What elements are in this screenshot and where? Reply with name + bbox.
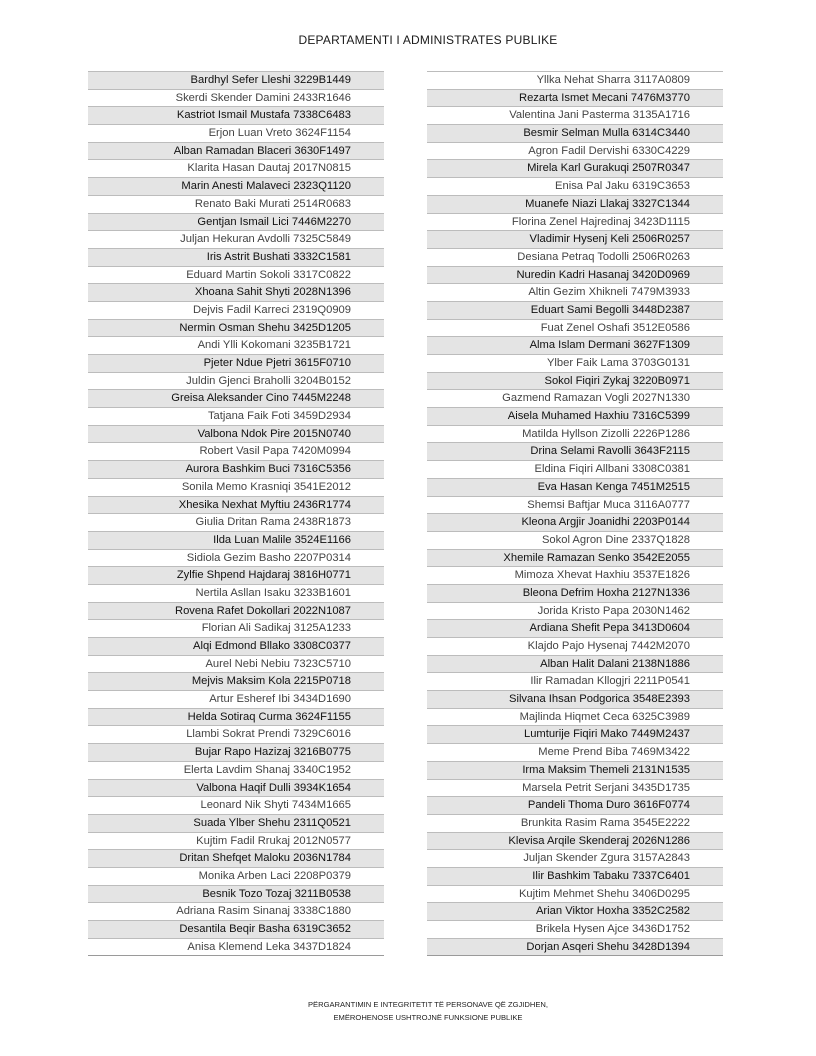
name-row: Agron Fadil Dervishi 6330C4229 [427,142,723,160]
name-row: Arian Viktor Hoxha 3352C2582 [427,902,723,920]
name-row: Eduart Sami Begolli 3448D2387 [427,301,723,319]
name-row: Aisela Muhamed Haxhiu 7316C5399 [427,407,723,425]
name-row: Rovena Rafet Dokollari 2022N1087 [88,602,384,620]
name-row: Helda Sotiraq Curma 3624F1155 [88,708,384,726]
page-footer [0,998,816,1024]
name-row: Juljan Skender Zgura 3157A2843 [427,849,723,867]
name-row: Brikela Hysen Ajce 3436D1752 [427,920,723,938]
name-row: Eva Hasan Kenga 7451M2515 [427,478,723,496]
name-row: Sidiola Gezim Basho 2207P0314 [88,549,384,567]
name-row: Jorida Kristo Papa 2030N1462 [427,602,723,620]
name-row: Alban Halit Dalani 2138N1886 [427,655,723,673]
name-row: Gazmend Ramazan Vogli 2027N1330 [427,389,723,407]
name-row: Aurora Bashkim Buci 7316C5356 [88,460,384,478]
footer-line-1: PËRGARANTIMIN E INTEGRITETIT TË PERSONAVE QË ZGJIDHEN, [307,1000,549,1009]
name-row: Renato Baki Murati 2514R0683 [88,195,384,213]
name-row: Nertila Asllan Isaku 3233B1601 [88,584,384,602]
column-bottom-rule [427,955,723,956]
name-row: Greisa Aleksander Cino 7445M2248 [88,389,384,407]
name-row: Dejvis Fadil Karreci 2319Q0909 [88,301,384,319]
name-row: Vladimir Hysenj Keli 2506R0257 [427,230,723,248]
name-row: Pandeli Thoma Duro 3616F0774 [427,796,723,814]
name-row: Kleona Argjir Joanidhi 2203P0144 [427,513,723,531]
right-name-column [427,71,723,956]
name-row: Aurel Nebi Nebiu 7323C5710 [88,655,384,673]
name-row: Juljan Hekuran Avdolli 7325C5849 [88,230,384,248]
name-row: Alban Ramadan Blaceri 3630F1497 [88,142,384,160]
name-row: Suada Ylber Shehu 2311Q0521 [88,814,384,832]
name-row: Skerdi Skender Damini 2433R1646 [88,89,384,107]
name-row: Xhoana Sahit Shyti 2028N1396 [88,283,384,301]
name-row: Florina Zenel Hajredinaj 3423D1115 [427,213,723,231]
name-row: Mimoza Xhevat Haxhiu 3537E1826 [427,566,723,584]
name-row: Eduard Martin Sokoli 3317C0822 [88,266,384,284]
name-row: Irma Maksim Themeli 2131N1535 [427,761,723,779]
name-row: Valbona Haqif Dulli 3934K1654 [88,779,384,797]
name-row: Bardhyl Sefer Lleshi 3229B1449 [88,71,384,89]
name-row: Gentjan Ismail Lici 7446M2270 [88,213,384,231]
name-row: Zylfie Shpend Hajdaraj 3816H0771 [88,566,384,584]
name-row: Marin Anesti Malaveci 2323Q1120 [88,177,384,195]
name-row: Matilda Hyllson Zizolli 2226P1286 [427,425,723,443]
name-row: Giulia Dritan Rama 2438R1873 [88,513,384,531]
name-row: Majlinda Hiqmet Ceca 6325C3989 [427,708,723,726]
name-row: Iris Astrit Bushati 3332C1581 [88,248,384,266]
name-row: Xhesika Nexhat Myftiu 2436R1774 [88,496,384,514]
name-row: Juldin Gjenci Braholli 3204B0152 [88,372,384,390]
name-row: Mejvis Maksim Kola 2215P0718 [88,672,384,690]
name-row: Sonila Memo Krasniqi 3541E2012 [88,478,384,496]
name-row: Alma Islam Dermani 3627F1309 [427,336,723,354]
name-row: Ilir Ramadan Kllogjri 2211P0541 [427,672,723,690]
name-row: Desiana Petraq Todolli 2506R0263 [427,248,723,266]
name-row: Nermin Osman Shehu 3425D1205 [88,319,384,337]
name-row: Robert Vasil Papa 7420M0994 [88,442,384,460]
name-row: Fuat Zenel Oshafi 3512E0586 [427,319,723,337]
name-row: Kujtim Mehmet Shehu 3406D0295 [427,885,723,903]
name-row: Meme Prend Biba 7469M3422 [427,743,723,761]
name-row: Klevisa Arqile Skenderaj 2026N1286 [427,832,723,850]
name-row: Dritan Shefqet Maloku 2036N1784 [88,849,384,867]
name-row: Bujar Rapo Hazizaj 3216B0775 [88,743,384,761]
name-row: Silvana Ihsan Podgorica 3548E2393 [427,690,723,708]
name-row: Leonard Nik Shyti 7434M1665 [88,796,384,814]
name-row: Dorjan Asqeri Shehu 3428D1394 [427,938,723,956]
name-row: Muanefe Niazi Llakaj 3327C1344 [427,195,723,213]
name-row: Florian Ali Sadikaj 3125A1233 [88,619,384,637]
footer-line-2: EMËROHENOSE USHTROJNË FUNKSIONE PUBLIKE [333,1013,523,1022]
name-row: Valentina Jani Pasterma 3135A1716 [427,106,723,124]
name-row: Klajdo Pajo Hysenaj 7442M2070 [427,637,723,655]
name-row: Anisa Klemend Leka 3437D1824 [88,938,384,956]
name-row: Alqi Edmond Bllako 3308C0377 [88,637,384,655]
left-name-column [88,71,384,956]
name-row: Monika Arben Laci 2208P0379 [88,867,384,885]
name-row: Rezarta Ismet Mecani 7476M3770 [427,89,723,107]
name-row: Desantila Beqir Basha 6319C3652 [88,920,384,938]
name-row: Nuredin Kadri Hasanaj 3420D0969 [427,266,723,284]
name-row: Besmir Selman Mulla 6314C3440 [427,124,723,142]
name-row: Tatjana Faik Foti 3459D2934 [88,407,384,425]
name-row: Eldina Fiqiri Allbani 3308C0381 [427,460,723,478]
name-row: Llambi Sokrat Prendi 7329C6016 [88,725,384,743]
name-row: Sokol Fiqiri Zykaj 3220B0971 [427,372,723,390]
name-row: Pjeter Ndue Pjetri 3615F0710 [88,354,384,372]
name-row: Yllka Nehat Sharra 3117A0809 [427,71,723,89]
name-row: Adriana Rasim Sinanaj 3338C1880 [88,902,384,920]
name-row: Valbona Ndok Pire 2015N0740 [88,425,384,443]
name-row: Elerta Lavdim Shanaj 3340C1952 [88,761,384,779]
name-row: Xhemile Ramazan Senko 3542E2055 [427,549,723,567]
name-row: Mirela Karl Gurakuqi 2507R0347 [427,159,723,177]
name-row: Kujtim Fadil Rrukaj 2012N0577 [88,832,384,850]
name-row: Enisa Pal Jaku 6319C3653 [427,177,723,195]
name-row: Ylber Faik Lama 3703G0131 [427,354,723,372]
column-bottom-rule [88,955,384,956]
name-row: Kastriot Ismail Mustafa 7338C6483 [88,106,384,124]
name-row: Marsela Petrit Serjani 3435D1735 [427,779,723,797]
name-row: Bleona Defrim Hoxha 2127N1336 [427,584,723,602]
name-row: Andi Ylli Kokomani 3235B1721 [88,336,384,354]
name-row: Ardiana Shefit Pepa 3413D0604 [427,619,723,637]
name-row: Sokol Agron Dine 2337Q1828 [427,531,723,549]
name-row: Ilda Luan Malile 3524E1166 [88,531,384,549]
name-row: Shemsi Baftjar Muca 3116A0777 [427,496,723,514]
name-row: Lumturije Fiqiri Mako 7449M2437 [427,725,723,743]
name-row: Drina Selami Ravolli 3643F2115 [427,442,723,460]
name-row: Erjon Luan Vreto 3624F1154 [88,124,384,142]
page-title: DEPARTAMENTI I ADMINISTRATES PUBLIKE [298,33,558,47]
name-row: Altin Gezim Xhikneli 7479M3933 [427,283,723,301]
name-row: Klarita Hasan Dautaj 2017N0815 [88,159,384,177]
name-row: Besnik Tozo Tozaj 3211B0538 [88,885,384,903]
name-row: Ilir Bashkim Tabaku 7337C6401 [427,867,723,885]
name-row: Brunkita Rasim Rama 3545E2222 [427,814,723,832]
name-row: Artur Esheref Ibi 3434D1690 [88,690,384,708]
